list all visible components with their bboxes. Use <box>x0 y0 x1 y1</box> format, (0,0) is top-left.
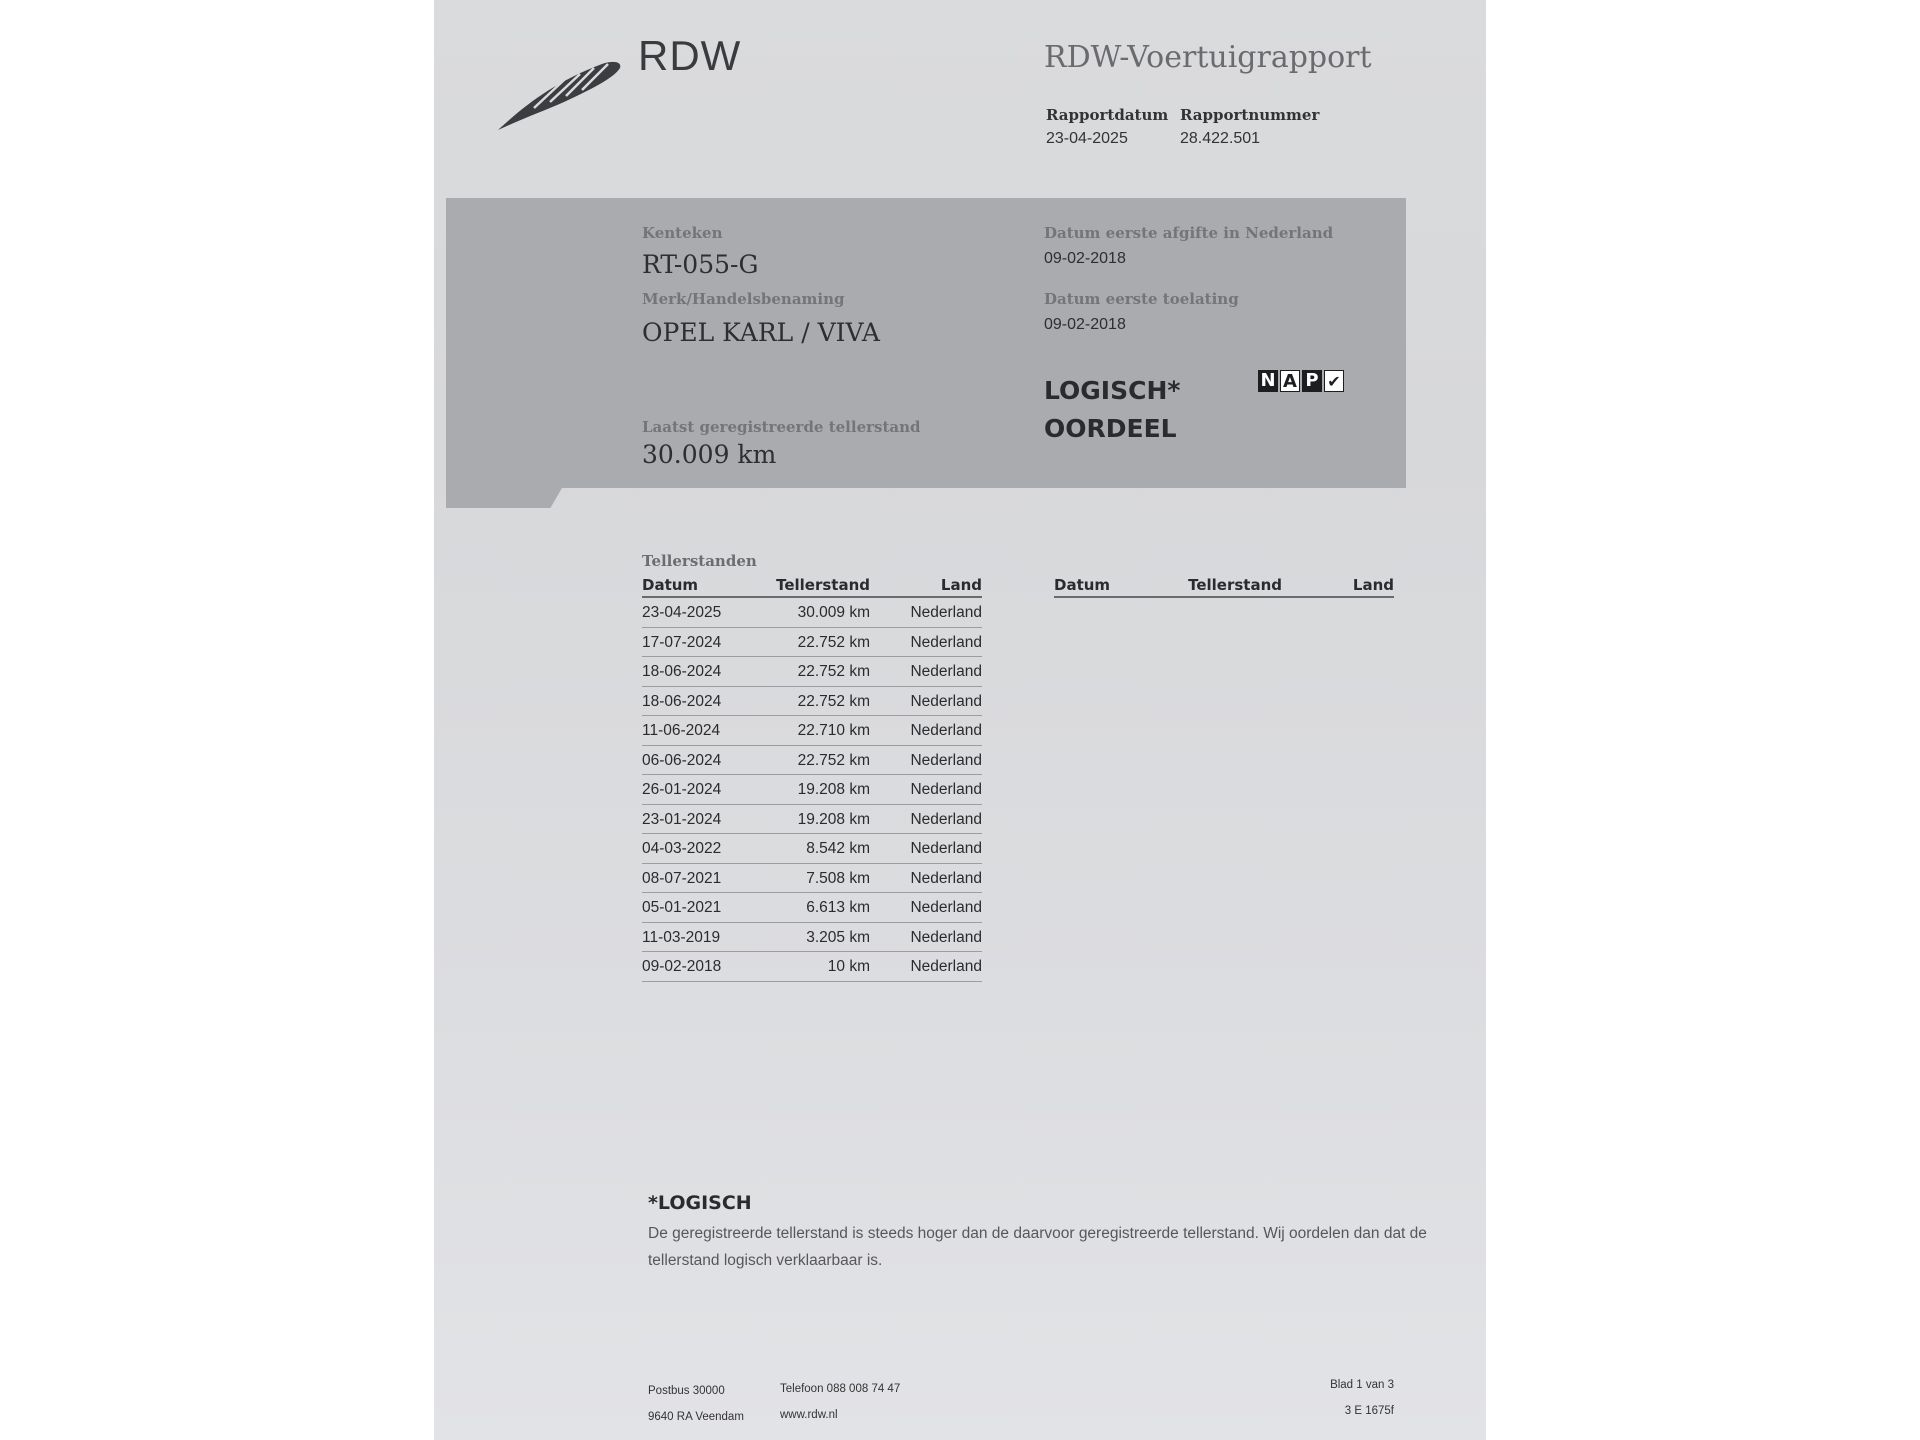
footnote-text: De geregistreerde tellerstand is steeds hoger dan de daarvoor geregistreerde tellerstand. Wij oordelen dan dat de tellerstand logisch verklaarbaar is. <box>648 1225 1427 1269</box>
plate-value: RT-055-G <box>642 250 759 279</box>
table-row <box>642 657 982 687</box>
nap-letter-p: P <box>1302 370 1322 392</box>
odometer-table <box>642 576 982 982</box>
panel-decoration <box>446 488 562 508</box>
table-row <box>642 893 982 923</box>
footer-address <box>648 1378 744 1430</box>
cell-date: 18-06-2024 <box>642 663 722 680</box>
column-header-odometer: Tellerstand <box>1188 576 1282 594</box>
report-number-label: Rapportnummer <box>1180 106 1320 124</box>
rdw-feather-logo-icon <box>494 56 624 132</box>
nap-letter-a: A <box>1280 370 1300 392</box>
first-admission-label: Datum eerste toelating <box>1044 290 1239 308</box>
cell-country: Nederland <box>910 692 982 710</box>
cell-date: 06-06-2024 <box>642 751 722 769</box>
column-header-date: Datum <box>642 576 699 594</box>
column-header-date: Datum <box>1054 576 1111 594</box>
verdict <box>1044 372 1180 448</box>
cell-country: Nederland <box>910 869 982 887</box>
footer-page-info <box>1294 1372 1394 1424</box>
table-row <box>642 716 982 746</box>
last-odometer-value: 30.009 km <box>642 440 777 469</box>
table-header <box>1054 576 1394 598</box>
column-header-odometer: Tellerstand <box>776 576 870 594</box>
footer-website[interactable]: www.rdw.nl <box>780 1409 838 1421</box>
cell-country: Nederland <box>910 781 982 798</box>
make-value: OPEL KARL / VIVA <box>642 318 880 347</box>
cell-date: 08-07-2021 <box>642 869 722 887</box>
cell-odometer: 22.710 km <box>797 722 870 739</box>
cell-date: 23-01-2024 <box>642 810 722 828</box>
table-row <box>642 598 982 628</box>
table-row <box>642 923 982 953</box>
cell-odometer: 8.542 km <box>806 840 870 857</box>
report-page <box>434 0 1486 1440</box>
cell-odometer: 22.752 km <box>797 663 870 680</box>
first-admission-value: 09-02-2018 <box>1044 316 1126 333</box>
table-row <box>642 687 982 717</box>
cell-odometer: 7.508 km <box>806 869 870 887</box>
table-header <box>642 576 982 598</box>
column-header-country: Land <box>940 576 982 594</box>
table-row <box>642 746 982 776</box>
footer-contact <box>780 1376 900 1428</box>
report-number-value: 28.422.501 <box>1180 130 1261 147</box>
verdict-line1: LOGISCH* <box>1044 376 1181 405</box>
document-title: RDW-Voertuigrapport <box>1044 40 1372 75</box>
cell-country: Nederland <box>910 604 982 621</box>
column-header-country: Land <box>1352 576 1394 594</box>
cell-date: 23-04-2025 <box>642 604 722 621</box>
verdict-line2: OORDEEL <box>1044 414 1177 443</box>
cell-date: 04-03-2022 <box>642 840 722 857</box>
brand-name: RDW <box>638 32 742 79</box>
table-row <box>642 864 982 894</box>
odometer-table-continued <box>1054 576 1394 598</box>
footer-city: 9640 RA Veendam <box>648 1411 744 1423</box>
report-date-block <box>1046 106 1168 148</box>
cell-odometer: 22.752 km <box>797 751 870 769</box>
report-date-value: 23-04-2025 <box>1046 130 1128 147</box>
make-label: Merk/Handelsbenaming <box>642 290 845 308</box>
plate-label: Kenteken <box>642 224 723 242</box>
cell-country: Nederland <box>910 810 982 828</box>
cell-odometer: 30.009 km <box>797 604 870 621</box>
first-issue-nl-label: Datum eerste afgifte in Nederland <box>1044 224 1334 242</box>
report-date-label: Rapportdatum <box>1046 106 1169 124</box>
cell-country: Nederland <box>910 751 982 769</box>
table-row <box>642 952 982 982</box>
nap-badge <box>1258 370 1344 392</box>
cell-odometer: 19.208 km <box>797 781 870 798</box>
first-issue-nl-value: 09-02-2018 <box>1044 250 1126 267</box>
cell-odometer: 19.208 km <box>797 810 870 828</box>
footer-postbus: Postbus 30000 <box>648 1385 725 1397</box>
cell-country: Nederland <box>910 840 982 857</box>
nap-letter-n: N <box>1258 370 1278 392</box>
table-row <box>642 775 982 805</box>
cell-odometer: 6.613 km <box>806 899 870 916</box>
footer-phone: Telefoon 088 008 74 47 <box>780 1383 901 1395</box>
cell-odometer: 22.752 km <box>797 633 870 651</box>
cell-date: 09-02-2018 <box>642 958 722 975</box>
footer-code: 3 E 1675f <box>1344 1405 1394 1417</box>
checkmark-icon: ✔ <box>1324 370 1344 392</box>
cell-country: Nederland <box>910 928 982 946</box>
footer-page-number: Blad 1 van 3 <box>1330 1379 1394 1391</box>
cell-odometer: 3.205 km <box>806 928 870 946</box>
cell-date: 26-01-2024 <box>642 781 722 798</box>
odometer-table-title: Tellerstanden <box>642 552 757 570</box>
table-row <box>642 834 982 864</box>
cell-date: 18-06-2024 <box>642 692 722 710</box>
cell-odometer: 22.752 km <box>797 692 870 710</box>
cell-date: 11-06-2024 <box>642 722 721 739</box>
cell-date: 17-07-2024 <box>642 633 722 651</box>
cell-date: 11-03-2019 <box>642 928 721 946</box>
cell-date: 05-01-2021 <box>642 899 722 916</box>
table-row <box>642 628 982 658</box>
cell-country: Nederland <box>910 663 982 680</box>
footnote-title: *LOGISCH <box>648 1192 752 1214</box>
cell-country: Nederland <box>910 722 982 739</box>
cell-country: Nederland <box>910 899 982 916</box>
cell-country: Nederland <box>910 633 982 651</box>
report-number-block <box>1180 106 1319 148</box>
cell-country: Nederland <box>910 958 982 975</box>
table-row <box>642 805 982 835</box>
last-odometer-label: Laatst geregistreerde tellerstand <box>642 418 921 436</box>
cell-odometer: 10 km <box>827 958 870 975</box>
